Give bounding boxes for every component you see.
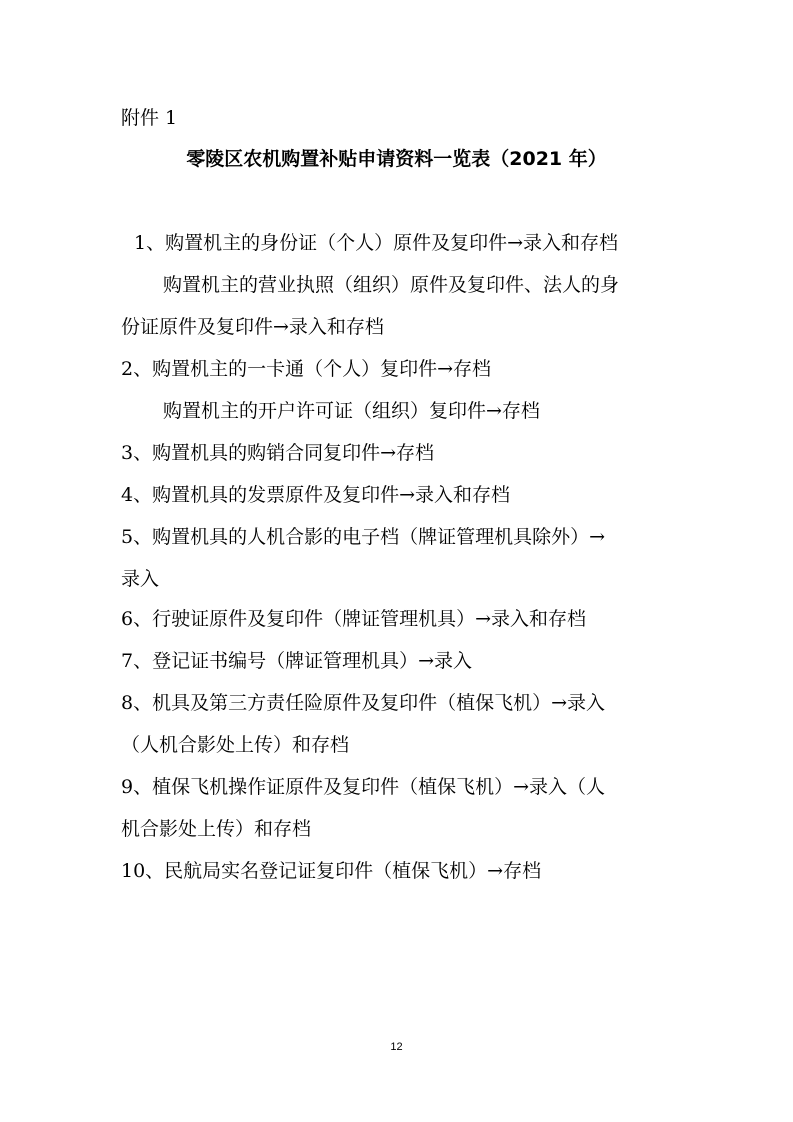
- list-item-8-continued: （人机合影处上传）和存档: [121, 734, 350, 756]
- list-item-9-continued: 机合影处上传）和存档: [121, 818, 312, 840]
- list-item-7: 7、登记证书编号（牌证管理机具）→录入: [121, 650, 473, 672]
- list-item-1-org: 购置机主的营业执照（组织）原件及复印件、法人的身: [163, 274, 620, 296]
- list-item-2: 2、购置机主的一卡通（个人）复印件→存档: [121, 358, 492, 380]
- list-item-1-org-continued: 份证原件及复印件→录入和存档: [121, 316, 384, 338]
- list-item-10: 10、民航局实名登记证复印件（植保飞机）→存档: [121, 860, 542, 882]
- list-item-1: 1、购置机主的身份证（个人）原件及复印件→录入和存档: [134, 232, 619, 254]
- list-item-5-continued: 录入: [121, 568, 160, 590]
- list-item-5: 5、购置机具的人机合影的电子档（牌证管理机具除外）→: [121, 526, 606, 548]
- attachment-label: 附件 1: [121, 107, 178, 129]
- list-item-8: 8、机具及第三方责任险原件及复印件（植保飞机）→录入: [121, 692, 606, 714]
- list-item-4: 4、购置机具的发票原件及复印件→录入和存档: [121, 484, 511, 506]
- document-title: 零陵区农机购置补贴申请资料一览表（2021 年）: [186, 148, 607, 170]
- list-item-3: 3、购置机具的购销合同复印件→存档: [121, 442, 435, 464]
- list-item-9: 9、植保飞机操作证原件及复印件（植保飞机）→录入（人: [121, 776, 606, 798]
- page-number: 12: [390, 1041, 403, 1053]
- list-item-2-org: 购置机主的开户许可证（组织）复印件→存档: [163, 400, 540, 422]
- list-item-6: 6、行驶证原件及复印件（牌证管理机具）→录入和存档: [121, 608, 587, 630]
